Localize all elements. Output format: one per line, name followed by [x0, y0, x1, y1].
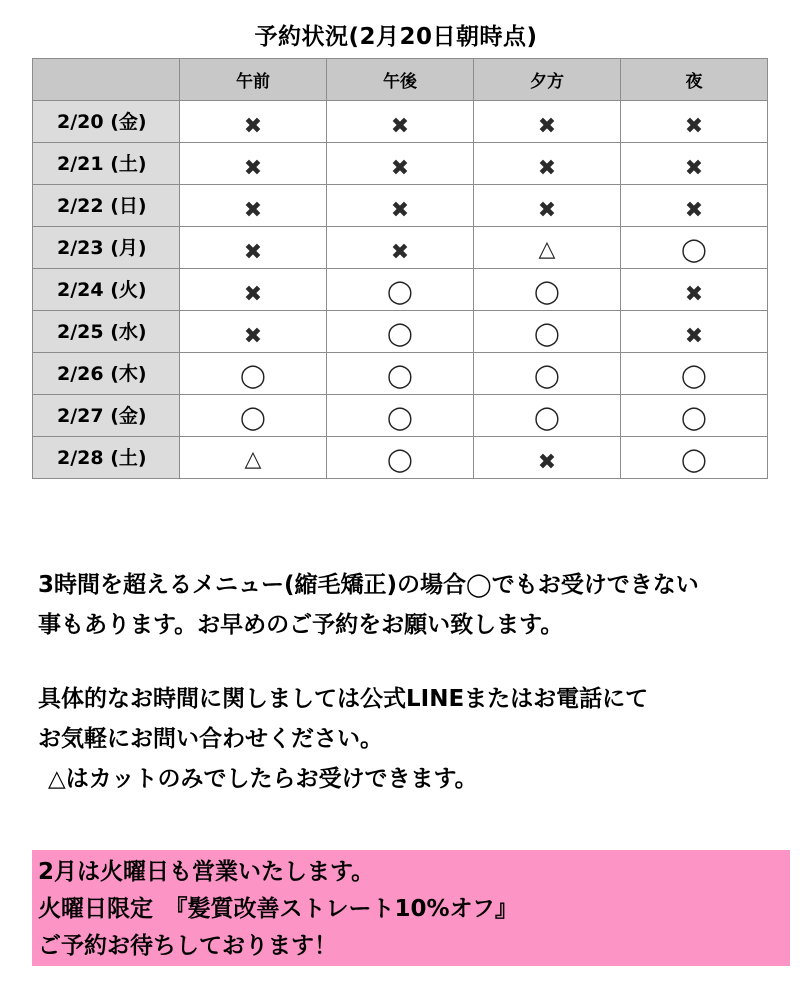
date-cell: 2/25 (水)	[33, 311, 180, 353]
note-line: 具体的なお時間に関しましては公式LINEまたはお電話にて	[38, 686, 649, 712]
slot-cell	[327, 227, 474, 269]
table-row	[33, 101, 768, 143]
available-mark: ◯	[240, 363, 266, 389]
available-mark: ◯	[387, 447, 413, 473]
note-line: 3時間を超えるメニュー(縮毛矯正)の場合◯でもお受けできない	[38, 572, 699, 598]
promo-line: 2月は火曜日も営業いたします。	[38, 859, 375, 885]
limited-mark: △	[538, 236, 556, 262]
slot-cell	[327, 437, 474, 479]
promo-line: ご予約お待ちしております！	[38, 933, 337, 959]
slot-cell	[327, 101, 474, 143]
date-cell: 2/28 (土)	[33, 437, 180, 479]
unavailable-mark: ✖	[243, 323, 263, 349]
slot-cell	[621, 185, 768, 227]
slot-cell	[180, 311, 327, 353]
available-mark: ◯	[387, 279, 413, 305]
unavailable-mark: ✖	[243, 113, 263, 139]
available-mark: ◯	[387, 321, 413, 347]
slot-cell	[180, 395, 327, 437]
table-row	[33, 311, 768, 353]
date-cell: 2/27 (金)	[33, 395, 180, 437]
available-mark: ◯	[681, 405, 707, 431]
limited-mark: △	[244, 446, 262, 472]
table-row	[33, 227, 768, 269]
date-cell: 2/20 (金)	[33, 101, 180, 143]
header-corner	[33, 59, 180, 101]
slot-cell	[621, 353, 768, 395]
slot-cell	[327, 143, 474, 185]
available-mark: ◯	[681, 447, 707, 473]
table-row	[33, 269, 768, 311]
note-line: △はカットのみでしたらお受けできます。	[48, 766, 478, 792]
table-body	[33, 101, 768, 479]
slot-cell	[474, 269, 621, 311]
table-row	[33, 143, 768, 185]
unavailable-mark: ✖	[684, 197, 704, 223]
unavailable-mark: ✖	[243, 281, 263, 307]
header-morning: 午前	[180, 59, 327, 101]
promo-line: 火曜日限定 『髪質改善ストレート10%オフ』	[38, 896, 518, 922]
available-mark: ◯	[681, 363, 707, 389]
unavailable-mark: ✖	[537, 449, 557, 475]
slot-cell	[327, 269, 474, 311]
available-mark: ◯	[534, 321, 560, 347]
unavailable-mark: ✖	[390, 113, 410, 139]
available-mark: ◯	[534, 279, 560, 305]
table-header-row	[33, 59, 768, 101]
slot-cell	[180, 185, 327, 227]
unavailable-mark: ✖	[537, 155, 557, 181]
unavailable-mark: ✖	[390, 197, 410, 223]
slot-cell	[474, 185, 621, 227]
date-cell: 2/23 (月)	[33, 227, 180, 269]
date-cell: 2/24 (火)	[33, 269, 180, 311]
unavailable-mark: ✖	[243, 197, 263, 223]
available-mark: ◯	[534, 363, 560, 389]
slot-cell	[327, 395, 474, 437]
slot-cell	[621, 311, 768, 353]
slot-cell	[474, 101, 621, 143]
table-row	[33, 353, 768, 395]
unavailable-mark: ✖	[537, 197, 557, 223]
table-row	[33, 437, 768, 479]
promo-banner	[32, 850, 790, 966]
slot-cell	[621, 143, 768, 185]
slot-cell	[621, 269, 768, 311]
slot-cell	[474, 143, 621, 185]
unavailable-mark: ✖	[243, 239, 263, 265]
available-mark: ◯	[534, 405, 560, 431]
header-afternoon: 午後	[327, 59, 474, 101]
notes	[38, 565, 798, 799]
available-mark: ◯	[387, 363, 413, 389]
slot-cell	[474, 395, 621, 437]
unavailable-mark: ✖	[390, 155, 410, 181]
slot-cell	[327, 185, 474, 227]
unavailable-mark: ✖	[684, 155, 704, 181]
available-mark: ◯	[240, 405, 266, 431]
header-evening: 夕方	[474, 59, 621, 101]
available-mark: ◯	[387, 405, 413, 431]
note-line: お気軽にお問い合わせください。	[38, 726, 383, 752]
unavailable-mark: ✖	[684, 323, 704, 349]
slot-cell	[621, 437, 768, 479]
slot-cell	[327, 311, 474, 353]
slot-cell	[180, 353, 327, 395]
slot-cell	[474, 227, 621, 269]
slot-cell	[180, 143, 327, 185]
unavailable-mark: ✖	[537, 113, 557, 139]
date-cell: 2/22 (日)	[33, 185, 180, 227]
unavailable-mark: ✖	[243, 155, 263, 181]
slot-cell	[180, 269, 327, 311]
table-row	[33, 185, 768, 227]
note-line: 事もあります。お早めのご予約をお願い致します。	[38, 612, 564, 638]
slot-cell	[180, 101, 327, 143]
slot-cell	[180, 437, 327, 479]
slot-cell	[621, 395, 768, 437]
slot-cell	[474, 353, 621, 395]
slot-cell	[474, 311, 621, 353]
date-cell: 2/26 (木)	[33, 353, 180, 395]
table-row	[33, 395, 768, 437]
reservation-table	[32, 58, 768, 479]
slot-cell	[327, 353, 474, 395]
unavailable-mark: ✖	[684, 281, 704, 307]
slot-cell	[621, 227, 768, 269]
slot-cell	[180, 227, 327, 269]
unavailable-mark: ✖	[390, 239, 410, 265]
date-cell: 2/21 (土)	[33, 143, 180, 185]
slot-cell	[474, 437, 621, 479]
slot-cell	[621, 101, 768, 143]
page-title: 予約状況(2月20日朝時点)	[254, 24, 538, 50]
header-night: 夜	[621, 59, 768, 101]
available-mark: ◯	[681, 237, 707, 263]
unavailable-mark: ✖	[684, 113, 704, 139]
